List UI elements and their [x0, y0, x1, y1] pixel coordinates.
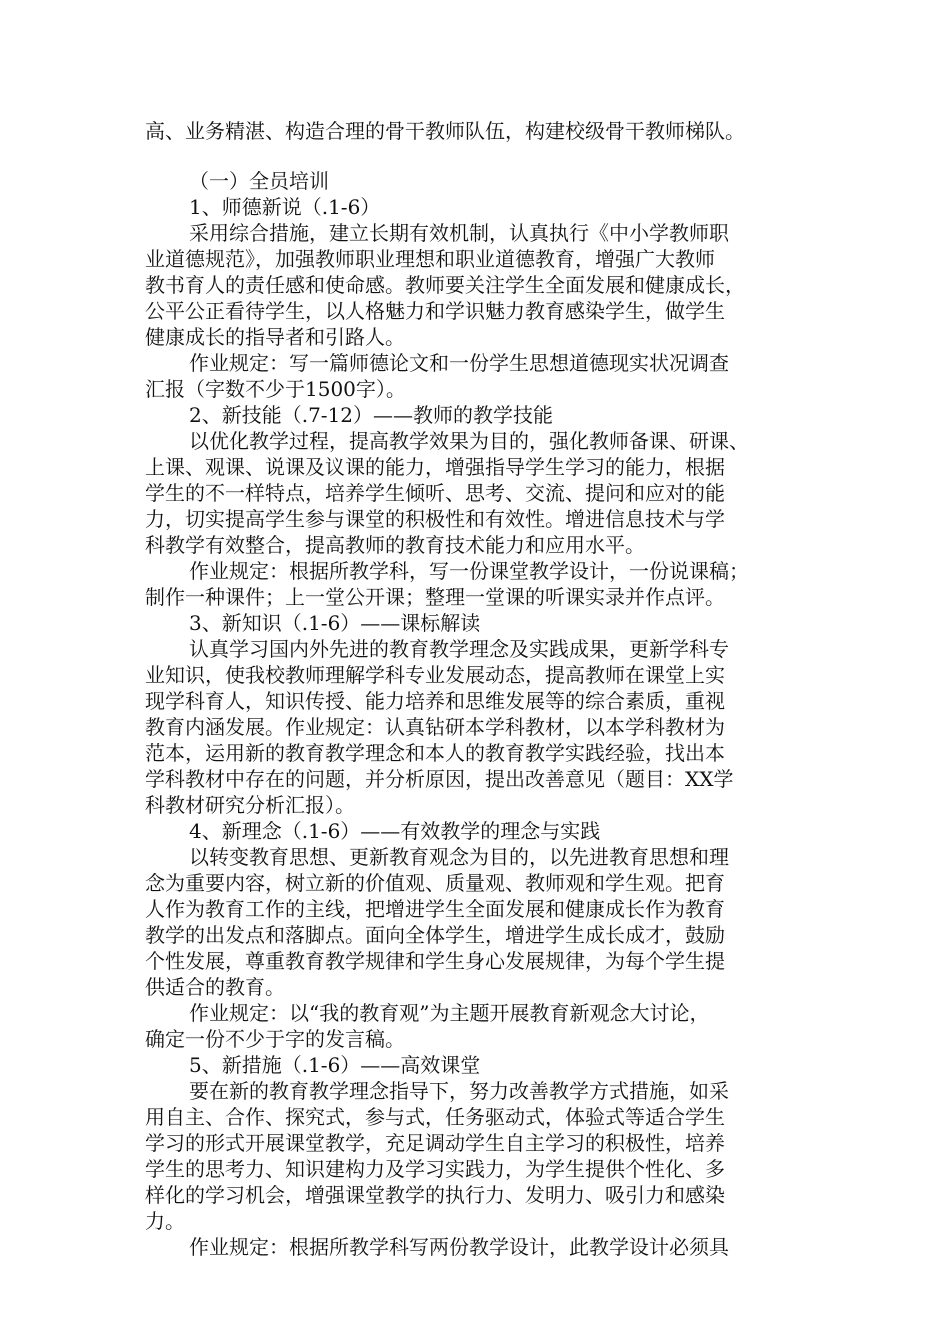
paragraph-line: 业道德规范》，加强教师职业理想和职业道德教育，增强广大教师: [145, 247, 715, 271]
paragraph-line: 现学科育人，知识传授、能力培养和思维发展等的综合素质，重视: [145, 689, 725, 713]
paragraph-line: 用自主、合作、探究式，参与式，任务驱动式，体验式等适合学生: [145, 1105, 725, 1129]
paragraph-line: 供适合的教育。: [145, 975, 285, 999]
subsection-heading: 4、新理念（.1-6）——有效教学的理念与实践: [189, 819, 601, 843]
assignment-line: 作业规定：写一篇师德论文和一份学生思想道德现实状况调查: [189, 351, 729, 375]
subsection-heading: 5、新措施（.1-6）——高效课堂: [189, 1053, 481, 1077]
paragraph-line: 科教材研究分析汇报）。: [145, 793, 355, 817]
paragraph-line: 认真学习国内外先进的教育教学理念及实践成果，更新学科专: [189, 637, 729, 661]
assignment-line: 汇报（字数不少于1500字）。: [145, 377, 406, 401]
assignment-line: 确定一份不少于字的发言稿。: [145, 1027, 405, 1051]
paragraph-line: 教书育人的责任感和使命感。教师要关注学生全面发展和健康成长，: [145, 273, 745, 297]
paragraph-line: 上课、观课、说课及议课的能力，增强指导学生学习的能力，根据: [145, 455, 725, 479]
paragraph-line: 样化的学习机会，增强课堂教学的执行力、发明力、吸引力和感染: [145, 1183, 725, 1207]
paragraph-line: 范本，运用新的教育教学理念和本人的教育教学实践经验，找出本: [145, 741, 725, 765]
paragraph-line: 力，切实提高学生参与课堂的积极性和有效性。增进信息技术与学: [145, 507, 725, 531]
paragraph-line: 以转变教育思想、更新教育观念为目的，以先进教育思想和理: [189, 845, 729, 869]
paragraph-line: 学科教材中存在的问题，并分析原因，提出改善意见（题目：XX学: [145, 767, 734, 791]
paragraph-line: 个性发展，尊重教育教学规律和学生身心发展规律，为每个学生提: [145, 949, 725, 973]
document-body: [145, 118, 815, 1260]
paragraph-line: 教学的出发点和落脚点。面向全体学生，增进学生成长成才，鼓励: [145, 923, 725, 947]
paragraph-line: 学生的思考力、知识建构力及学习实践力，为学生提供个性化、多: [145, 1157, 725, 1181]
paragraph-line: 要在新的教育教学理念指导下，努力改善教学方式措施，如采: [189, 1079, 729, 1103]
subsection-heading: 1、师德新说（.1-6）: [189, 195, 381, 219]
assignment-line: 作业规定：以“我的教育观”为主题开展教育新观念大讨论，: [189, 1001, 710, 1025]
paragraph-line: 学习的形式开展课堂教学，充足调动学生自主学习的积极性，培养: [145, 1131, 725, 1155]
paragraph-line: 健康成长的指导者和引路人。: [145, 325, 405, 349]
assignment-line: 作业规定：根据所教学科写两份教学设计，此教学设计必须具: [189, 1235, 729, 1259]
paragraph-line: 公平公正看待学生，以人格魅力和学识魅力教育感染学生，做学生: [145, 299, 725, 323]
section-heading: （一）全员培训: [189, 169, 329, 193]
paragraph-line: 念为重要内容，树立新的价值观、质量观、教师观和学生观。把育: [145, 871, 725, 895]
paragraph-line: 以优化教学过程，提高教学效果为目的，强化教师备课、研课、: [189, 429, 749, 453]
paragraph-line: 学生的不一样特点，培养学生倾听、思考、交流、提问和应对的能: [145, 481, 725, 505]
paragraph-line: 人作为教育工作的主线，把增进学生全面发展和健康成长作为教育: [145, 897, 725, 921]
paragraph-line: 科教学有效整合，提高教师的教育技术能力和应用水平。: [145, 533, 645, 557]
subsection-heading: 2、新技能（.7-12）——教师的教学技能: [189, 403, 554, 427]
paragraph-line: 力。: [145, 1209, 185, 1233]
paragraph-line: 采用综合措施，建立长期有效机制，认真执行《中小学教师职: [189, 221, 729, 245]
assignment-line: 作业规定：根据所教学科，写一份课堂教学设计，一份说课稿；: [189, 559, 749, 583]
paragraph-line: 业知识，使我校教师理解学科专业发展动态，提高教师在课堂上实: [145, 663, 725, 687]
subsection-heading: 3、新知识（.1-6）——课标解读: [189, 611, 481, 635]
paragraph-line: 高、业务精湛、构造合理的骨干教师队伍，构建校级骨干教师梯队。: [145, 119, 745, 143]
paragraph-line: 教育内涵发展。作业规定：认真钻研本学科教材，以本学科教材为: [145, 715, 725, 739]
assignment-line: 制作一种课件；上一堂公开课；整理一堂课的听课实录并作点评。: [145, 585, 725, 609]
